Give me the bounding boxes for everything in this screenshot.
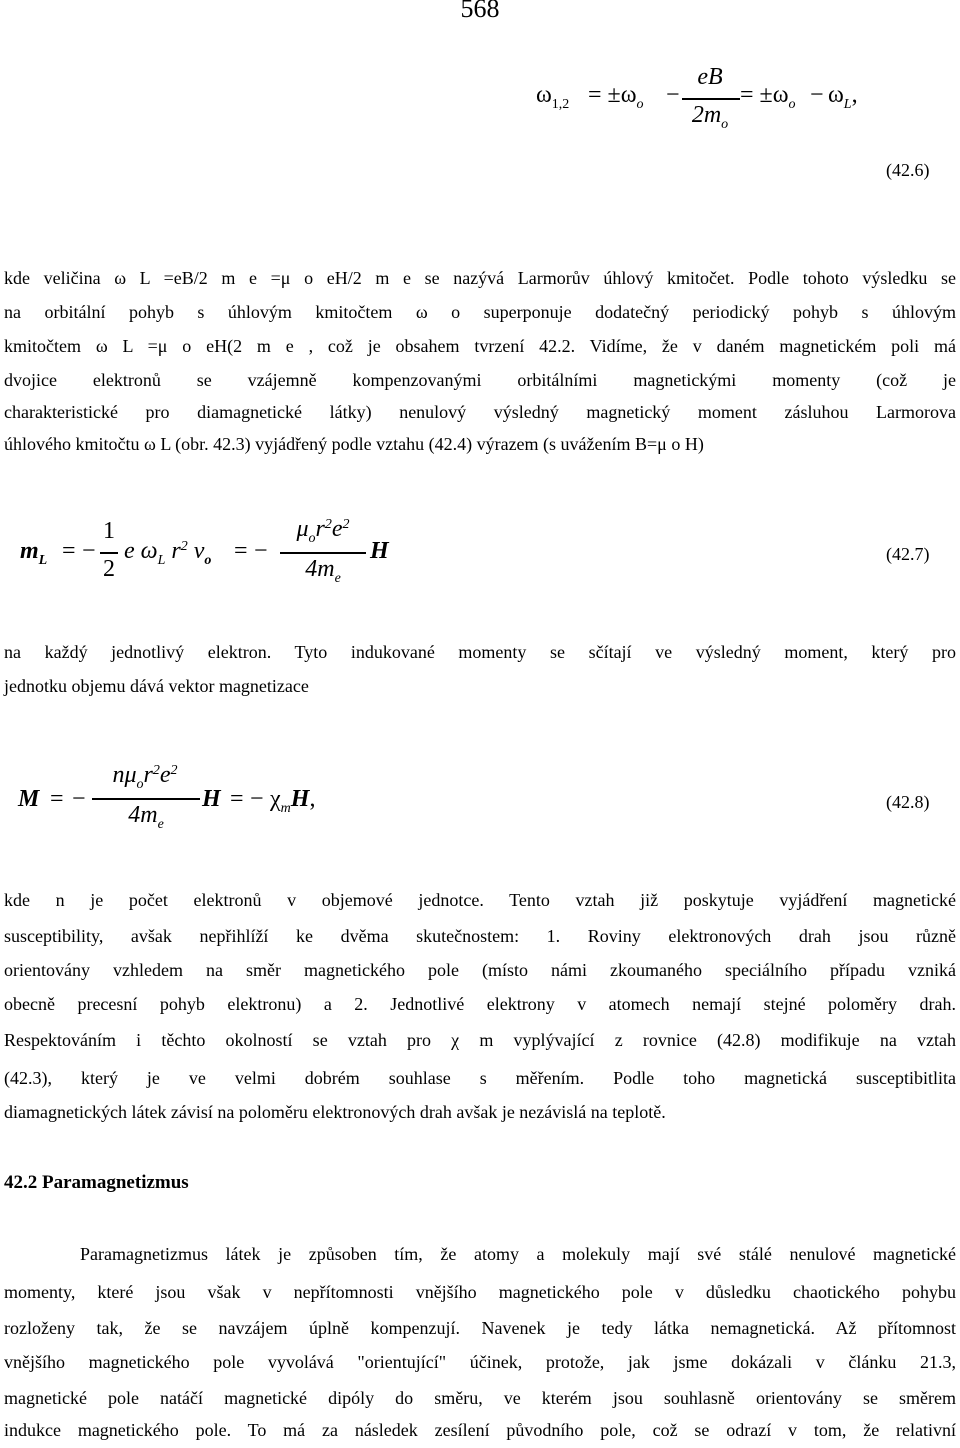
eq3-fraction-bar xyxy=(92,798,200,800)
eq1-omega-L: $\omega_L$, xyxy=(828,82,858,112)
text-line: kde n je počet elektronů v objemové jednotce. Tento vztah již poskytuje vyjádření magnetické xyxy=(4,890,956,910)
eq2-numerator: $\mu_or^2e^2$ xyxy=(296,516,350,546)
eq1-fraction-bar xyxy=(682,98,740,100)
eq1-minus-2: − xyxy=(810,82,824,108)
eq2-number: (42.7) xyxy=(886,544,930,564)
text-line: Paramagnetizmus látek je způsoben tím, že atomy a molekuly mají své stálé nenulové magnetické xyxy=(80,1244,956,1264)
text-line: na každý jednotlivý elektron. Tyto indukované momenty se sčítají ve výsledný moment, který pro xyxy=(4,642,956,662)
text-line: jednotku objemu dává vektor magnetizace xyxy=(4,676,309,696)
text-line: charakteristické pro diamagnetické látky) nenulový výsledný magnetický moment zásluhou Larmorova xyxy=(4,402,956,422)
text-line: na orbitální pohyb s úhlovým kmitočtem ω o superponuje dodatečný periodický pohyb s úhlovým xyxy=(4,302,956,322)
eq1-denominator: $2m_o$ xyxy=(691,102,729,132)
page-number: 568 xyxy=(460,0,500,23)
text-line: obecně precesní pohyb elektronu) a 2. Jednotlivé elektrony v atomech nemají stejné poloměry drah. xyxy=(4,994,956,1014)
text-line: vnějšího magnetického pole vyvolává "orientující" účinek, protože, jak jsme dokázali v článku 21.3, xyxy=(4,1352,956,1372)
eq1-minus: − xyxy=(666,82,680,108)
text-line: momenty, které jsou však v nepřítomnosti vnějšího magnetického pole v důsledku chaotického pohybu xyxy=(4,1282,956,1302)
section-heading: 42.2 Paramagnetizmus xyxy=(4,1172,189,1193)
eq3-eq-2: = xyxy=(230,786,244,812)
eq2-half-den: 2 xyxy=(103,556,115,582)
text-line: úhlového kmitočtu ω L (obr. 42.3) vyjádřený podle vztahu (42.4) výrazem (s uvážením B=μ o H) xyxy=(4,434,704,454)
eq1-number: (42.6) xyxy=(886,160,930,180)
text-line: dvojice elektronů se vzájemně kompenzovanými orbitálními magnetickými momenty (což je xyxy=(4,370,956,390)
eq1-lhs: $\omega_{1,2}$ xyxy=(536,82,570,112)
eq2-eq-2: = xyxy=(234,538,248,564)
text-line: Respektováním i těchto okolností se vztah pro χ m vyplývající z rovnice (42.8) modifikuje na vztah xyxy=(4,1030,956,1050)
text-line: kde veličina ω L =eB/2 m e =μ o eH/2 m e se nazývá Larmorův úhlový kmitočet. Podle tohoto výsledku se xyxy=(4,268,956,288)
eq1-pm-omega: = $\pm\omega_o$ xyxy=(588,82,644,112)
text-line: indukce magnetického pole. To má za následek zesílení původního pole, což se odrazí v tom, že relativní xyxy=(4,1420,956,1440)
eq2-half-bar xyxy=(100,552,118,554)
eq2-denominator: $4m_e$ xyxy=(305,556,341,586)
text-line: rozloženy tak, že se navzájem úplně kompenzují. Navenek je tedy látka nemagnetická. Až přítomnost xyxy=(4,1318,956,1338)
text-line: kmitočtem ω L =μ o eH(2 m e , což je obsahem tvrzení 42.2. Vidíme, že v daném magnetickém poli má xyxy=(4,336,956,356)
eq3-eq: = xyxy=(50,786,64,812)
eq2-m: $m_L$ xyxy=(20,538,48,568)
text-line: magnetické pole natáčí magnetické dipóly do směru, ve kterém jsou souhlasně orientovány se směrem xyxy=(4,1388,956,1408)
text-line: (42.3), který je ve velmi dobrém souhlase s měřením. Podle toho magnetická susceptibitlita xyxy=(4,1068,956,1088)
eq3-denominator: $4m_e$ xyxy=(128,802,164,832)
text-line: orientovány vzhledem na směr magnetického pole (místo námi zkoumaného speciálního případu vzniká xyxy=(4,960,956,980)
eq2-minus: − xyxy=(82,538,96,564)
eq3-M: M xyxy=(18,786,40,812)
eq3-numerator: $n\mu_or^2e^2$ xyxy=(112,762,178,792)
eq3-minus: − xyxy=(72,786,86,812)
eq2-half-num: 1 xyxy=(103,518,115,544)
eq2-H: H xyxy=(370,538,389,564)
eq3-chi: $\chi_mH$, xyxy=(270,786,316,816)
eq3-number: (42.8) xyxy=(886,792,930,812)
eq2-fraction-bar xyxy=(280,552,366,554)
eq3-minus-2: − xyxy=(250,786,264,812)
text-line: diamagnetických látek závisí na poloměru elektronových drah avšak je nezávislá na teplotě. xyxy=(4,1102,666,1122)
eq2-eq: = xyxy=(62,538,76,564)
text-line: susceptibility, avšak nepřihlíží ke dvěma skutečnostem: 1. Roviny elektronových drah jsou různě xyxy=(4,926,956,946)
eq1-numerator: eB xyxy=(697,64,723,90)
eq1-pm-omega-2: = $\pm\omega_o$ xyxy=(740,82,796,112)
eq2-body: e $\omega_L$ $r^2$ $\nu_o$ xyxy=(124,538,212,568)
eq3-H: H xyxy=(202,786,221,812)
eq2-minus-2: − xyxy=(254,538,268,564)
